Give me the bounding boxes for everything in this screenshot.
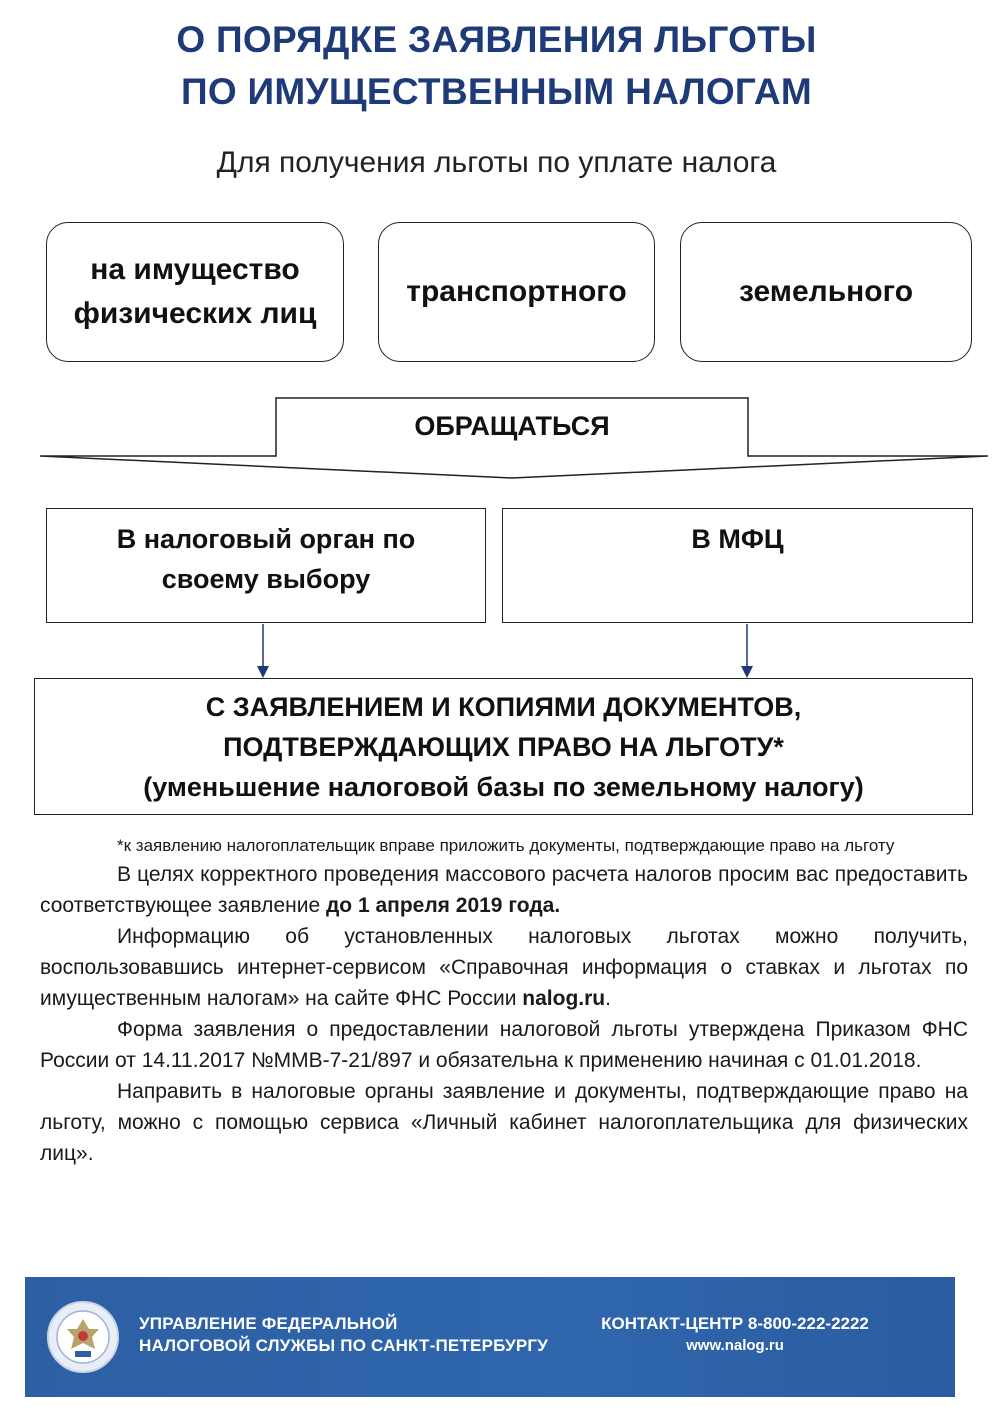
paragraph-info-end: .: [605, 987, 611, 1010]
page-title: [0, 14, 993, 118]
destination-tax-office: [46, 508, 486, 623]
connector-arrow-right: [741, 624, 753, 678]
paragraph-deadline: [40, 859, 968, 921]
body-text: [40, 832, 968, 1169]
website-link[interactable]: www.nalog.ru: [686, 1337, 784, 1354]
apply-label: ОБРАЩАТЬСЯ: [414, 410, 610, 441]
tax-box-property-line-2: физических лиц: [73, 297, 317, 330]
tax-box-property-line-1: на имущество: [90, 253, 300, 286]
destination-mfc: [502, 508, 973, 623]
documents-box: [34, 678, 973, 815]
paragraph-personal-cabinet: Направить в налоговые органы заявление и документы, подтверждающие право на льготу, можно с помощью сервиса «Личный кабинет налогоплательщика для физических лиц».: [40, 1080, 968, 1165]
tax-box-land: земельного: [680, 222, 972, 362]
connector-arrows: [0, 620, 993, 680]
destination-mfc-label: В МФЦ: [691, 524, 784, 554]
tax-box-property: [46, 222, 344, 362]
documents-line-3: (уменьшение налоговой базы по земельному налогу): [143, 772, 864, 802]
footnote: *к заявлению налогоплательщик вправе приложить документы, подтверждающие право на льготу: [117, 836, 895, 855]
title-line-1: О ПОРЯДКЕ ЗАЯВЛЕНИЯ ЛЬГОТЫ: [176, 19, 817, 60]
documents-line-1: С ЗАЯВЛЕНИЕМ И КОПИЯМИ ДОКУМЕНТОВ,: [205, 692, 802, 722]
organization-name-line-2: НАЛОГОВОЙ СЛУЖБЫ ПО САНКТ-ПЕТЕРБУРГУ: [139, 1336, 549, 1355]
documents-line-2: ПОДТВЕРЖДАЮЩИХ ПРАВО НА ЛЬГОТУ*: [223, 732, 784, 762]
destination-tax-office-line-1: В налоговый орган по: [116, 524, 416, 554]
paragraph-info-text: Информацию об установленных налоговых льготах можно получить, воспользовавшись интернет-сервисом «Справочная информация о ставках и льготах по имущественным налогам» на сайте ФНС России: [40, 925, 968, 1010]
tax-box-transport: транспортного: [378, 222, 655, 362]
deadline-date: до 1 апреля 2019 года.: [325, 894, 561, 917]
paragraph-info-service: [40, 921, 968, 1014]
organization-name-line-1: УПРАВЛЕНИЕ ФЕДЕРАЛЬНОЙ: [139, 1314, 398, 1333]
connector-arrow-left: [257, 624, 269, 678]
paragraph-form-order: Форма заявления о предоставлении налоговой льготы утверждена Приказом ФНС России от 14.11.2017 №ММВ-7-21/897 и обязательна к применению начиная с 01.01.2018.: [40, 1018, 968, 1072]
fns-emblem-icon: [45, 1299, 121, 1375]
contact-phone: КОНТАКТ-ЦЕНТР 8-800-222-2222: [601, 1314, 869, 1333]
organization-name: [139, 1313, 548, 1357]
title-line-2: ПО ИМУЩЕСТВЕННЫМ НАЛОГАМ: [180, 71, 813, 112]
subtitle: Для получения льготы по уплате налога: [216, 146, 777, 179]
destination-tax-office-line-2: своему выбору: [161, 564, 371, 594]
nalog-link[interactable]: nalog.ru: [522, 987, 606, 1010]
footer-banner: [25, 1277, 955, 1397]
paragraph-deadline-text: В целях корректного проведения массового расчета налогов просим вас предоставить соответствующее заявление: [40, 863, 968, 917]
contact-center: [585, 1313, 885, 1357]
